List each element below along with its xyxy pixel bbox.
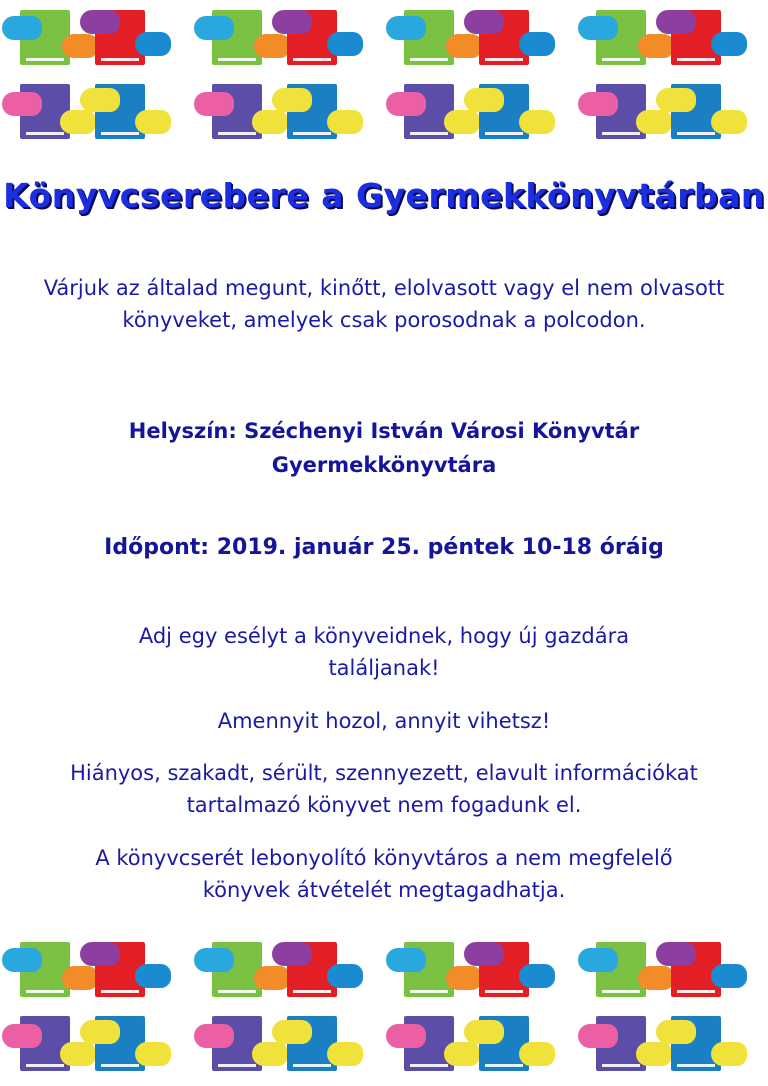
hand-icon	[386, 16, 426, 40]
hand-icon	[638, 966, 674, 990]
books-hands-icon	[0, 78, 180, 150]
hand-icon	[656, 1020, 696, 1044]
books-hands-icon	[192, 4, 372, 76]
books-hands-icon	[576, 78, 756, 150]
hand-icon	[711, 110, 747, 134]
hand-icon	[252, 1042, 288, 1066]
books-hands-icon	[384, 78, 564, 150]
hand-icon	[464, 10, 504, 34]
hand-icon	[252, 110, 288, 134]
books-hands-icon	[576, 4, 756, 76]
hand-icon	[386, 1024, 426, 1048]
books-hands-icon	[0, 4, 180, 76]
rejection-text: Hiányos, szakadt, sérült, szennyezett, elavult információkat tartalmazó könyvet nem fogadunk el.	[70, 761, 698, 817]
hand-icon	[62, 34, 98, 58]
hand-icon	[80, 10, 120, 34]
hand-icon	[578, 16, 618, 40]
hand-icon	[446, 34, 482, 58]
hand-icon	[327, 32, 363, 56]
hand-icon	[272, 10, 312, 34]
decorative-banner-top	[0, 0, 768, 150]
hand-icon	[135, 110, 171, 134]
books-hands-icon	[0, 1010, 180, 1082]
hand-icon	[386, 948, 426, 972]
hand-icon	[80, 1020, 120, 1044]
hand-icon	[2, 1024, 42, 1048]
books-hands-icon	[192, 78, 372, 150]
books-hands-icon	[576, 1010, 756, 1082]
hand-icon	[638, 34, 674, 58]
books-hands-icon	[576, 936, 756, 1008]
hand-icon	[272, 88, 312, 112]
hand-icon	[272, 1020, 312, 1044]
hand-icon	[519, 964, 555, 988]
location-line-2: Gyermekkönyvtára	[271, 453, 497, 477]
hand-icon	[519, 110, 555, 134]
chance-text: Adj egy esélyt a könyveidnek, hogy új gazdára találjanak!	[138, 624, 630, 680]
hand-icon	[80, 88, 120, 112]
books-hands-icon	[384, 936, 564, 1008]
hand-icon	[386, 92, 426, 116]
hand-icon	[80, 942, 120, 966]
hand-icon	[327, 110, 363, 134]
hand-icon	[636, 110, 672, 134]
hand-icon	[194, 16, 234, 40]
hand-icon	[578, 948, 618, 972]
hand-icon	[464, 88, 504, 112]
hand-icon	[519, 32, 555, 56]
location-line-1: Helyszín: Széchenyi István Városi Könyvtár	[128, 419, 640, 443]
hand-icon	[519, 1042, 555, 1066]
hand-icon	[578, 92, 618, 116]
hand-icon	[194, 1024, 234, 1048]
page-title: Könyvcserebere a Gyermekkönyvtárban	[3, 176, 765, 215]
hand-icon	[446, 966, 482, 990]
hand-icon	[135, 32, 171, 56]
hand-icon	[194, 92, 234, 116]
hand-icon	[578, 1024, 618, 1048]
books-hands-icon	[384, 4, 564, 76]
hand-icon	[254, 34, 290, 58]
books-hands-icon	[0, 936, 180, 1008]
hand-icon	[656, 10, 696, 34]
hand-icon	[444, 1042, 480, 1066]
hand-icon	[60, 110, 96, 134]
intro-text: Várjuk az általad megunt, kinőtt, elolvasott vagy el nem olvasott könyveket, amelyek csak porosodnak a polcodon.	[43, 276, 725, 332]
decorative-banner-bottom	[0, 932, 768, 1082]
hand-icon	[135, 964, 171, 988]
books-hands-icon	[384, 1010, 564, 1082]
hand-icon	[2, 92, 42, 116]
hand-icon	[711, 1042, 747, 1066]
hand-icon	[636, 1042, 672, 1066]
hand-icon	[135, 1042, 171, 1066]
hand-icon	[464, 1020, 504, 1044]
hand-icon	[656, 942, 696, 966]
event-time: Időpont: 2019. január 25. péntek 10-18 óráig	[104, 535, 664, 560]
hand-icon	[656, 88, 696, 112]
hand-icon	[62, 966, 98, 990]
hand-icon	[711, 964, 747, 988]
hand-icon	[711, 32, 747, 56]
hand-icon	[254, 966, 290, 990]
hand-icon	[194, 948, 234, 972]
hand-icon	[464, 942, 504, 966]
hand-icon	[2, 16, 42, 40]
books-hands-icon	[192, 1010, 372, 1082]
hand-icon	[327, 1042, 363, 1066]
swap-text: Amennyit hozol, annyit vihetsz!	[217, 709, 551, 733]
hand-icon	[444, 110, 480, 134]
books-hands-icon	[192, 936, 372, 1008]
hand-icon	[327, 964, 363, 988]
hand-icon	[2, 948, 42, 972]
hand-icon	[272, 942, 312, 966]
hand-icon	[60, 1042, 96, 1066]
librarian-note: A könyvcserét lebonyolító könyvtáros a nem megfelelő könyvek átvételét megtagadhatja.	[95, 846, 673, 902]
